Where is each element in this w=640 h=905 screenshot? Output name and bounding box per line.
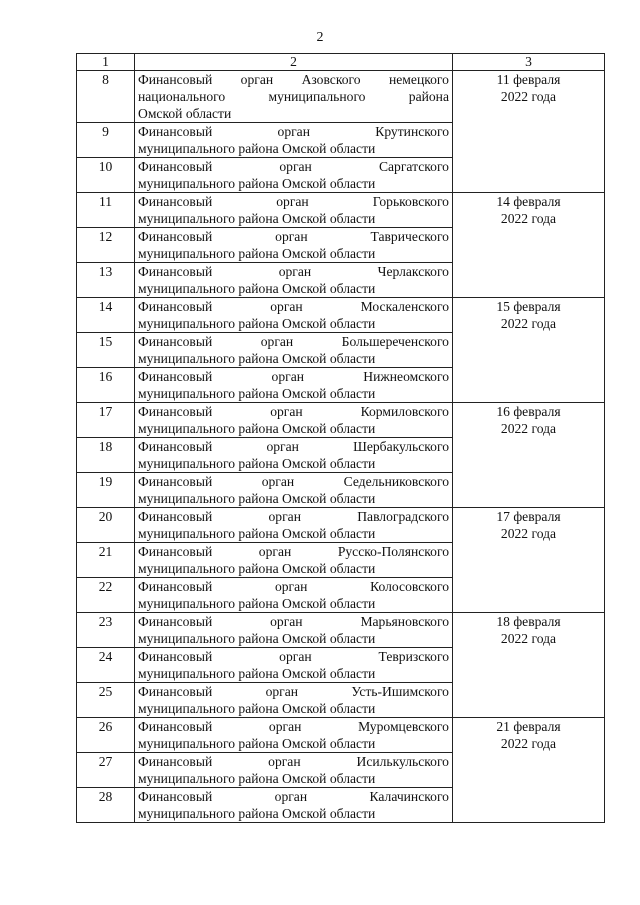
organization-name-word: Финансовый [138,614,213,629]
organization-name-word: Финансовый [138,194,213,209]
organization-name-word: Финансовый [138,789,213,804]
organization-name-line-2: муниципального района Омской области [138,491,376,506]
organization-name-word: орган [240,72,274,87]
organization-name-line-1 [138,508,449,525]
organization-name-line-2: муниципального района Омской области [138,351,376,366]
row-number: 25 [77,683,135,718]
row-number: 21 [77,543,135,578]
row-number: 8 [77,71,135,123]
organization-name [135,578,453,613]
organization-name-line-1 [138,298,449,315]
organization-name-word: орган [270,614,303,629]
organization-name-line-2: муниципального района Омской области [138,561,376,576]
organization-name [135,543,453,578]
organization-name-word: Колосовского [370,579,449,594]
organization-name-line-2 [138,88,449,105]
table-row [77,193,605,228]
deadline-date-day: 18 февраля [496,614,561,629]
deadline-date-day: 14 февраля [496,194,561,209]
organization-name-word: орган [277,124,310,139]
column-header-date: 3 [453,54,605,71]
organization-name-word: орган [276,194,309,209]
row-number: 17 [77,403,135,438]
organization-name-line-1 [138,473,449,490]
table-row [77,508,605,543]
deadline-date [453,718,605,823]
organization-name-word: Нижнеомского [363,369,449,384]
organization-name-word: района [408,89,449,104]
organization-name [135,508,453,543]
row-number: 9 [77,123,135,158]
row-number: 14 [77,298,135,333]
organization-name-line-1 [138,193,449,210]
organization-name [135,438,453,473]
organization-name-line-1 [138,228,449,245]
organization-name-line-2: муниципального района Омской области [138,141,376,156]
organization-name-word: орган [279,649,312,664]
organization-name-line-1 [138,613,449,630]
organization-name-word: Финансовый [138,229,213,244]
table-row [77,298,605,333]
row-number: 26 [77,718,135,753]
organization-name-line-2: муниципального района Омской области [138,806,376,821]
row-number: 13 [77,263,135,298]
organization-name-line-3: Омской области [138,106,232,121]
organization-name-word: Горьковского [372,194,449,209]
organization-name-line-1 [138,683,449,700]
organization-name-line-2: муниципального района Омской области [138,736,376,751]
row-number: 11 [77,193,135,228]
organization-name-word: Москаленского [360,299,449,314]
row-number: 10 [77,158,135,193]
organization-name-word: Усть-Ишимского [351,684,449,699]
row-number: 18 [77,438,135,473]
organization-name-word: Саргатского [378,159,449,174]
organization-name-word: орган [270,404,303,419]
organization-name-word: Финансовый [138,404,213,419]
organization-name-word: национального [138,89,226,104]
organization-name-word: Финансовый [138,474,213,489]
organization-name-line-2: муниципального района Омской области [138,596,376,611]
row-number: 24 [77,648,135,683]
table-row [77,718,605,753]
column-header-organization: 2 [135,54,453,71]
schedule-table [76,53,605,823]
organization-name-line-2: муниципального района Омской области [138,771,376,786]
organization-name [135,158,453,193]
organization-name-word: Финансовый [138,544,213,559]
organization-name [135,613,453,648]
row-number: 27 [77,753,135,788]
organization-name-word: орган [279,159,312,174]
deadline-date-day: 17 февраля [496,509,561,524]
organization-name-word: Азовского [301,72,361,87]
organization-name-word: Марьяновского [360,614,449,629]
deadline-date [453,613,605,718]
row-number: 12 [77,228,135,263]
column-header-number: 1 [77,54,135,71]
organization-name-word: муниципального [268,89,366,104]
organization-name-word: Муромцевского [358,719,449,734]
organization-name-word: Финансовый [138,439,213,454]
organization-name-word: Черлакского [377,264,449,279]
organization-name [135,718,453,753]
organization-name-line-2: муниципального района Омской области [138,281,376,296]
organization-name-word: орган [258,544,292,559]
organization-name-line-1 [138,333,449,350]
organization-name-line-2: муниципального района Омской области [138,526,376,541]
organization-name-line-2: муниципального района Омской области [138,421,376,436]
deadline-date [453,71,605,193]
row-number: 15 [77,333,135,368]
deadline-date-year: 2022 года [500,526,557,541]
organization-name-word: орган [268,754,301,769]
organization-name-line-1 [138,403,449,420]
deadline-date-year: 2022 года [500,89,557,104]
row-number: 20 [77,508,135,543]
organization-name-word: Русско-Полянского [337,544,449,559]
deadline-date [453,403,605,508]
organization-name-line-2: муниципального района Омской области [138,316,376,331]
deadline-date-year: 2022 года [500,736,557,751]
deadline-date-year: 2022 года [500,421,557,436]
organization-name-line-2: муниципального района Омской области [138,631,376,646]
row-number: 16 [77,368,135,403]
organization-name-word: Финансовый [138,72,213,87]
organization-name-word: Шербакульского [353,439,449,454]
organization-name [135,228,453,263]
deadline-date [453,193,605,298]
row-number: 23 [77,613,135,648]
organization-name-word: Исилькульского [356,754,449,769]
organization-name-word: орган [265,684,299,699]
organization-name-word: Финансовый [138,159,213,174]
organization-name-line-1 [138,718,449,735]
organization-name-line-2: муниципального района Омской области [138,666,376,681]
organization-name-line-1 [138,123,449,140]
organization-name [135,648,453,683]
deadline-date [453,508,605,613]
organization-name [135,753,453,788]
deadline-date-year: 2022 года [500,211,557,226]
organization-name-line-1 [138,543,449,560]
organization-name-word: орган [275,229,308,244]
deadline-date-year: 2022 года [500,631,557,646]
deadline-date-day: 16 февраля [496,404,561,419]
organization-name-line-1 [138,648,449,665]
table-row [77,613,605,648]
row-number: 28 [77,788,135,823]
table-row [77,403,605,438]
organization-name-word: Павлоградского [357,509,449,524]
organization-name-line-1 [138,578,449,595]
organization-name [135,298,453,333]
organization-name [135,333,453,368]
organization-name [135,788,453,823]
organization-name-word: Таврического [370,229,449,244]
organization-name-line-1 [138,263,449,280]
organization-name-line-2: муниципального района Омской области [138,701,376,716]
organization-name-line-1 [138,438,449,455]
organization-name-word: немецкого [389,72,449,87]
row-number: 19 [77,473,135,508]
organization-name [135,473,453,508]
organization-name-word: Финансовый [138,264,213,279]
organization-name-line-2: муниципального района Омской области [138,211,376,226]
table-row [77,71,605,123]
organization-name [135,123,453,158]
organization-name-word: Тевризского [378,649,449,664]
organization-name-word: Крутинского [375,124,449,139]
organization-name-word: Седельниковского [343,474,449,489]
organization-name-line-2: муниципального района Омской области [138,386,376,401]
organization-name-word: орган [268,509,301,524]
organization-name-line-2: муниципального района Омской области [138,176,376,191]
organization-name-word: орган [278,264,312,279]
organization-name-word: Финансовый [138,124,213,139]
organization-name-word: Большереченского [341,334,449,349]
organization-name [135,403,453,438]
organization-name-word: Кормиловского [360,404,449,419]
organization-name-word: Финансовый [138,579,213,594]
row-number: 22 [77,578,135,613]
organization-name-line-1 [138,788,449,805]
organization-name-word: Калачинского [369,789,449,804]
header-row [77,54,605,71]
organization-name-word: Финансовый [138,334,213,349]
organization-name-word: орган [274,579,308,594]
organization-name-word: Финансовый [138,649,213,664]
organization-name [135,193,453,228]
organization-name-line-1 [138,368,449,385]
organization-name-word: Финансовый [138,684,213,699]
deadline-date-day: 15 февраля [496,299,561,314]
organization-name-word: орган [261,474,295,489]
organization-name-word: орган [271,369,305,384]
organization-name-line-1 [138,71,449,88]
organization-name-word: орган [266,439,299,454]
organization-name-line-1 [138,753,449,770]
organization-name-line-2: муниципального района Омской области [138,456,376,471]
deadline-date-year: 2022 года [500,316,557,331]
organization-name-word: орган [268,719,302,734]
organization-name-line-2: муниципального района Омской области [138,246,376,261]
deadline-date-day: 11 февраля [496,72,561,87]
deadline-date-day: 21 февраля [496,719,561,734]
organization-name [135,263,453,298]
organization-name-word: Финансовый [138,299,213,314]
page-number: 2 [316,30,324,45]
organization-name [135,71,453,123]
organization-name-word: орган [260,334,294,349]
deadline-date [453,298,605,403]
organization-name [135,683,453,718]
organization-name-word: орган [274,789,308,804]
organization-name-word: Финансовый [138,509,213,524]
organization-name-word: Финансовый [138,719,213,734]
table-body [77,71,605,823]
organization-name-line-1 [138,158,449,175]
organization-name-word: Финансовый [138,754,213,769]
organization-name-word: орган [270,299,303,314]
organization-name-word: Финансовый [138,369,213,384]
organization-name [135,368,453,403]
